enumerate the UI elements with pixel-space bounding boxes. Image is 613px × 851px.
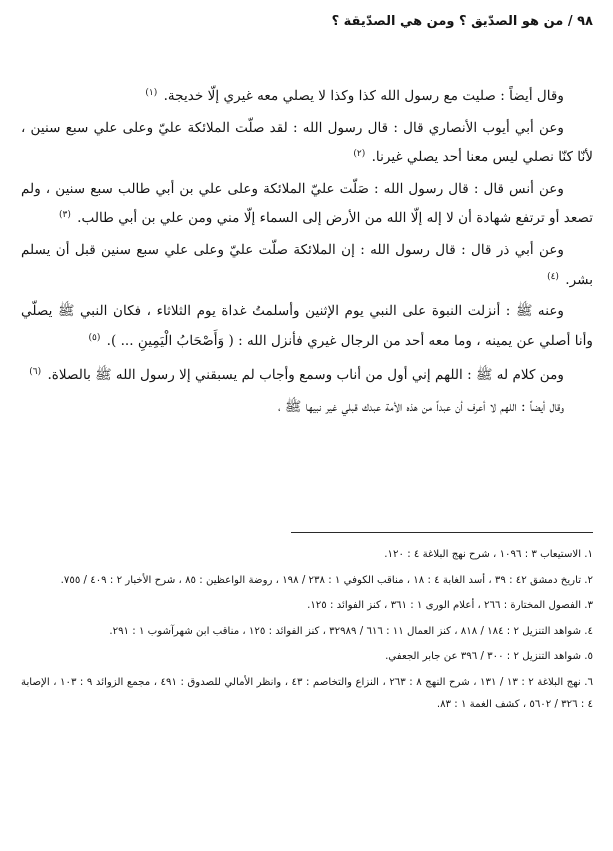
footnote-4: ٤. شواهد التنزيل ٢ : ١٨٤ / ٨١٨ ، كنز العمال ١١ : ٦١٦ / ٣٢٩٨٩ ، كنز الفوائد : ١٢٥ ، مناقب ابن شهرآشوب ١ : ٢٩١. [109, 625, 593, 637]
paragraph-text: وعن أنس قال : قال رسول الله : صَلّت عليّ الملائكة وعلى علي بن أبي طالب سبع سنين ، ولم تصعد أو ترتفع شهادة أن لا إله إلّا الله من الأرض إلى السماء إلّا مني ومن علي بن أبي طالب. [21, 180, 593, 227]
paragraph-text: وقال أيضاً : صليت مع رسول الله كذا وكذا لا يصلي معه غيري إلّا خديجة. [163, 88, 564, 104]
footnote-5: ٥. شواهد التنزيل ٢ : ٣٠٠ / ٣٩٦ عن جابر الجعفي. [385, 651, 593, 663]
paragraph-5 [21, 298, 593, 354]
footnote-1: ١. الاستيعاب ٣ : ١٠٩٦ ، شرح نهج البلاغة ٤ : ١٢٠. [384, 549, 593, 560]
main-text [21, 80, 593, 426]
running-title: من هو الصدّيق ؟ ومن هي الصدّيقة ؟ [331, 14, 564, 29]
footnote-marker: (٦) [29, 367, 42, 378]
paragraph-text: وعن أبي ذر قال : قال رسول الله : إن الملائكة صلّت عليّ وعلى علي سبع سنين قبل أن يسلم بشر. [21, 241, 593, 288]
paragraph-2 [21, 115, 593, 171]
page-header [20, 14, 593, 29]
footnote-marker: (٢) [353, 149, 366, 160]
footnote-marker: (١) [145, 88, 158, 98]
paragraph-7 [21, 394, 593, 421]
footnotes [21, 544, 593, 720]
header-separator: / [567, 14, 573, 29]
paragraph-6 [21, 359, 593, 389]
paragraph-text: وعنه ﷺ : أنزلت النبوة على النبي يوم الإثنين وأسلمتُ غداة يوم الثلاثاء ، فكان النبي ﷺ يصلّي وأنا أصلي عن يمينه ، وما معه أحد من الرجال غيري فأنزل الله : ( وَأَصْحَابُ الْيَمِينِ ... ). [21, 303, 593, 349]
footnote-divider [291, 532, 593, 533]
paragraph-3 [21, 176, 593, 232]
footnote-2: ٢. تاريخ دمشق ٤٢ : ٣٩ ، أسد الغابة ٤ : ١٨ ، مناقب الكوفي ١ : ٢٣٨ / ١٩٨ ، روضة الواعظين : ٨٥ ، شرح الأخبار ٢ : ٤٠٩ / ٧٥٥. [60, 574, 593, 586]
paragraph-text: وقال أيضاً : اللهم لا أعرف أن عبداً من هذه الأمة عبدك قبلي غير نبيها ﷺ ، [278, 398, 564, 415]
paragraph-1 [21, 80, 593, 110]
paragraph-text: وعن أبي أيوب الأنصاري قال : قال رسول الله : لقد صلّت الملائكة عليّ وعلى علي سبع سنين ، لأنّا كنّا نصلي ليس معنا أحد يصلي غيرنا. [21, 119, 593, 166]
paragraph-4 [21, 237, 593, 293]
page-number: ٩٨ [577, 14, 593, 29]
footnote-marker: (٣) [58, 210, 71, 221]
footnote-marker: (٥) [88, 332, 101, 343]
footnote-6: ٦. نهج البلاغة ٢ : ١٣ / ١٣١ ، شرح النهج ٨ : ٢٦٣ ، النزاع والتخاصم : ٤٣ ، وانظر الأمالي للصدوق : ٤٩١ ، مجمع الزوائد ٩ : ١٠٣ ، الإصابة ٤ : ٣٢٦ / ٥٦٠٢ ، كشف الغمة ١ : ٨٣. [21, 676, 593, 711]
paragraph-text: ومن كلام له ﷺ : اللهم إني أول من أناب وسمع وأجاب لم يسبقني إلا رسول الله ﷺ بالصلاة. [47, 367, 564, 384]
footnote-3: ٣. الفصول المختارة : ٢٦٦ ، أعلام الورى ١ : ٣٦١ ، كنز الفوائد : ١٢٥. [307, 600, 593, 612]
footnote-marker: (٤) [547, 271, 559, 282]
